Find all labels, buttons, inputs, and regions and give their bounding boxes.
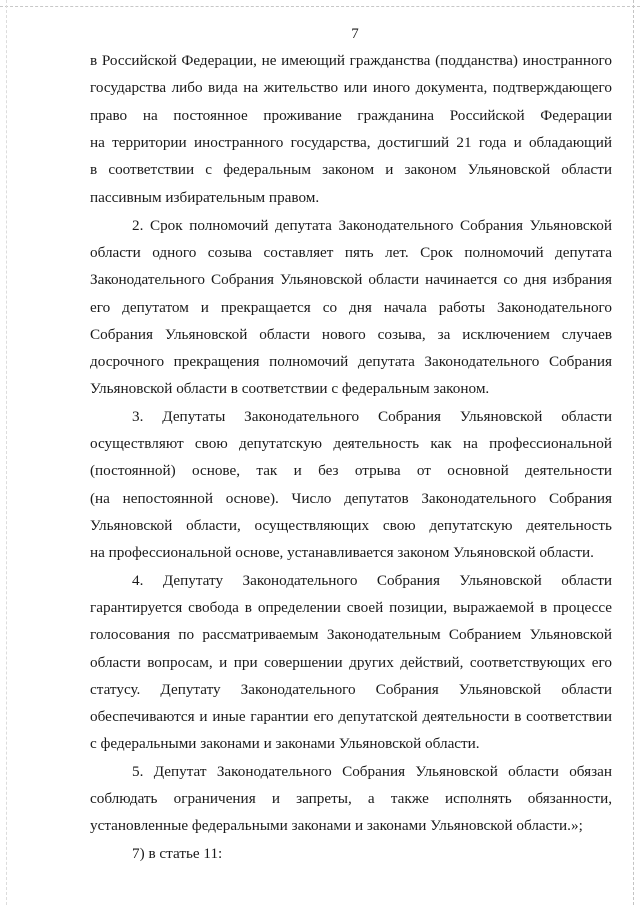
text-line: Собрания Ульяновской области нового созыва, за исключением случаев [90,326,612,343]
text-line: осуществляют свою депутатскую деятельность как на профессиональной [90,435,612,452]
text-line: соблюдать ограничения и запреты, а также исполнять обязанности, [90,790,612,807]
text-line: голосования по рассматриваемым Законодательным Собранием Ульяновской [90,626,612,643]
text-line: 2. Срок полномочий депутата Законодательного Собрания Ульяновской [132,217,612,234]
text-line: досрочного прекращения полномочий депутата Законодательного Собрания [90,353,612,370]
text-line: его депутатом и прекращается со дня начала работы Законодательного [90,299,612,316]
text-line: с федеральными законами и законами Ульяновской области. [90,735,480,752]
text-line: (на непостоянной основе). Число депутатов Законодательного Собрания [90,490,612,507]
scan-edge-top [0,6,640,7]
text-line: установленные федеральными законами и законами Ульяновской области.»; [90,817,583,834]
text-line: статусу. Депутату Законодательного Собрания Ульяновской области [90,681,612,698]
text-line: Ульяновской области, осуществляющих свою депутатскую деятельность [90,517,612,534]
text-line: 7) в статье 11: [132,845,223,862]
scan-edge-right [633,0,634,905]
text-line: 3. Депутаты Законодательного Собрания Ульяновской области [132,408,612,425]
text-line: гарантируется свобода в определении своей позиции, выражаемой в процессе [90,599,612,616]
text-line: пассивным избирательным правом. [90,189,320,206]
text-line: 4. Депутату Законодательного Собрания Ульяновской области [132,572,612,589]
text-line: в Российской Федерации, не имеющий гражданства (подданства) иностранного [90,52,612,69]
text-line: в соответствии с федеральным законом и законом Ульяновской области [90,161,612,178]
text-line: 5. Депутат Законодательного Собрания Ульяновской области обязан [132,763,612,780]
scan-edge-left [6,0,7,905]
text-line: области вопросам, и при совершении других действий, соответствующих его [90,654,612,671]
text-line: Законодательного Собрания Ульяновской области начинается со дня избрания [90,271,612,288]
text-line: (постоянной) основе, так и без отрыва от основной деятельности [90,462,612,479]
text-line: на профессиональной основе, устанавливается законом Ульяновской области. [90,544,594,561]
text-line: Ульяновской области в соответствии с федеральным законом. [90,380,490,397]
text-line: государства либо вида на жительство или иного документа, подтверждающего [90,79,612,96]
text-line: области одного созыва составляет пять лет. Срок полномочий депутата [90,244,612,261]
text-line: обеспечиваются и иные гарантии его депутатской деятельности в соответствии [90,708,612,725]
text-line: на территории иностранного государства, достигший 21 года и обладающий [90,134,612,151]
page-number: 7 [351,26,359,42]
text-line: право на постоянное проживание гражданина Российской Федерации [90,107,612,124]
